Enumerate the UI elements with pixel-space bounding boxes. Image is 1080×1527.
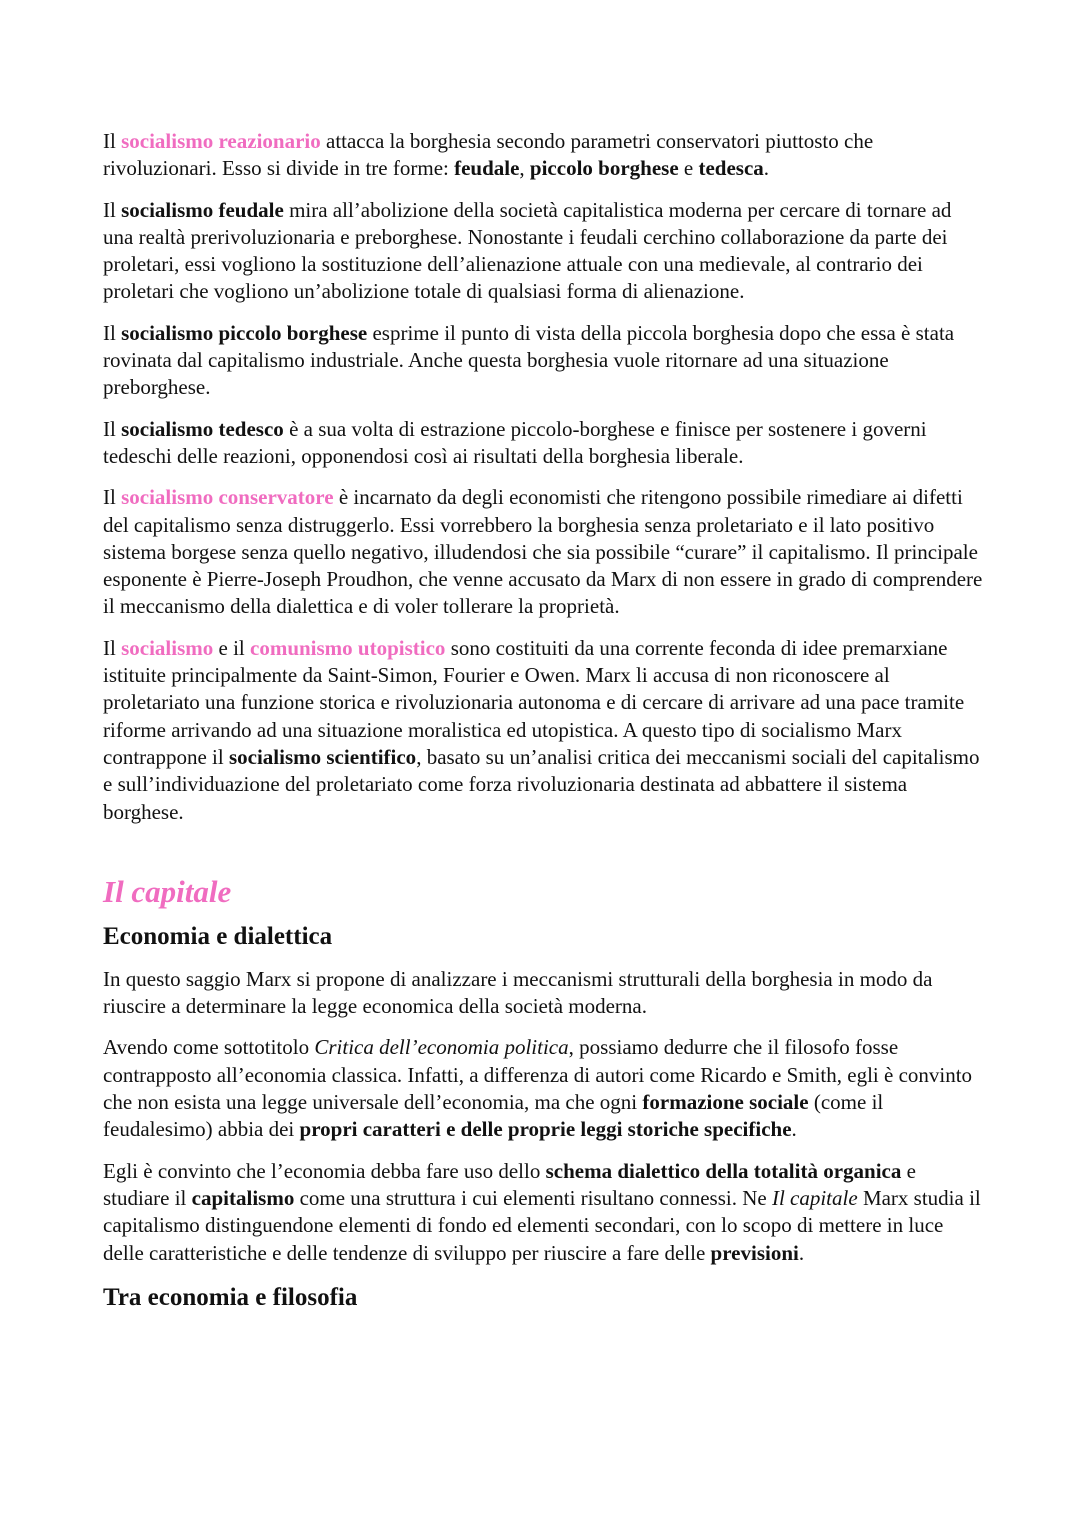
bold-term: tedesca xyxy=(698,156,764,181)
paragraph xyxy=(103,197,983,306)
highlighted-term: socialismo conservatore xyxy=(121,485,334,510)
bold-term: socialismo feudale xyxy=(121,197,284,222)
italic-title: Critica dell’economia politica xyxy=(314,1035,569,1060)
text-run: Egli è convinto che l’economia debba fare uso dello xyxy=(103,1158,546,1183)
bold-term: socialismo piccolo borghese xyxy=(121,320,368,345)
text-run: Marx studia il capitalismo distinguendone elementi di fondo ed elementi secondari, con lo scopo di mettere in luce delle caratteristiche e delle tendenze di sviluppo per riuscire a fare delle xyxy=(103,1185,981,1265)
text-run: Il xyxy=(103,416,122,441)
paragraph xyxy=(103,1034,983,1143)
chapter-title: Il capitale xyxy=(103,873,232,909)
italic-title: Il capitale xyxy=(771,1185,858,1210)
bold-term: socialismo tedesco xyxy=(121,416,284,441)
bold-term: schema dialettico della totalità organica xyxy=(545,1158,902,1183)
bold-term: capitalismo xyxy=(191,1185,295,1210)
text-run: Il xyxy=(103,197,122,222)
text-run: , xyxy=(519,156,530,181)
subsection-title: Tra economia e filosofia xyxy=(103,1283,358,1311)
paragraph xyxy=(103,484,983,620)
text-run: Avendo come sottotitolo xyxy=(103,1035,315,1060)
text-run: mira all’abolizione della società capitalistica moderna per cercare di tornare ad una realtà prerivoluzionaria e preborghese. Nonostante i feudali cerchino collaborazione da parte dei proletari, essi vogliono la sostituzione dell’alienazione attuale con una medievale, al contrario dei proletari che vogliono un’abolizione totale di qualsiasi forma di alienazione. xyxy=(103,197,952,304)
highlighted-term: socialismo reazionario xyxy=(121,129,321,153)
text-run: è incarnato da degli economisti che ritengono possibile rimediare ai difetti del capitalismo senza distruggerlo. Essi vorrebbero la borghesia senza proletariato e il lato positivo sistema borgese senza quello negativo, illudendosi che sia possibile “curare” il capitalismo. Il principale esponente è Pierre-Joseph Proudhon, che venne accusato da Marx di non essere in grado di comprendere il meccanismo della dialettica e di voler tollerare la proprietà. xyxy=(103,485,983,619)
text-run: . xyxy=(798,1240,805,1265)
paragraph xyxy=(103,635,983,826)
text-run: è a sua volta di estrazione piccolo-borghese e finisce per sostenere i governi tedeschi delle reazioni, opponendosi così ai risultati della borghesia liberale. xyxy=(103,416,927,468)
subsection-title: Economia e dialettica xyxy=(103,922,333,950)
bold-term: previsioni xyxy=(710,1240,799,1265)
text-run: e il xyxy=(213,635,250,660)
text-run: esprime il punto di vista della piccola borghesia dopo che essa è stata rovinata dal capitalismo industriale. Anche questa borghesia vuole ritornare ad una situazione preborghese. xyxy=(103,320,955,400)
text-run: sono costituiti da una corrente feconda di idee premarxiane istituite principalmente da Saint-Simon, Fourier e Owen. Marx li accusa di non riconoscere al proletariato una funzione storica e rivoluzionaria autonoma e di cercare di arrivare ad una pace tramite riforme arrivando ad una situazione moralistica ed utopistica. A questo tipo di socialismo Marx contrappone il xyxy=(103,635,965,769)
bold-term: socialismo scientifico xyxy=(228,744,417,769)
paragraph xyxy=(103,128,983,183)
bold-term: formazione sociale xyxy=(642,1090,809,1115)
highlighted-term: comunismo utopistico xyxy=(250,635,446,660)
text-run: e xyxy=(678,156,699,181)
paragraph xyxy=(103,320,983,402)
document-page xyxy=(103,128,983,1327)
text-run: attacca la borghesia secondo parametri conservatori piuttosto che rivoluzionari. Esso si divide in tre forme: xyxy=(103,129,874,181)
paragraph xyxy=(103,1158,983,1267)
text-run: , basato su un’analisi critica dei meccanismi sociali del capitalismo e sull’individuazione del proletariato come forza rivoluzionaria destinata ad abbattere il sistema borghese. xyxy=(103,744,980,824)
text-run: Il xyxy=(103,635,122,660)
bold-term: propri caratteri e delle proprie leggi storiche specifiche xyxy=(299,1117,792,1142)
paragraph xyxy=(103,416,983,471)
text-run: Il xyxy=(103,485,122,510)
text-run: come una struttura i cui elementi risultano connessi. Ne xyxy=(294,1185,772,1210)
text-run: . xyxy=(763,156,770,181)
section-ideologies xyxy=(103,128,983,826)
bold-term: piccolo borghese xyxy=(529,156,679,181)
text-run: Il xyxy=(103,129,122,153)
highlighted-term: socialismo xyxy=(121,635,214,660)
text-run: In questo saggio Marx si propone di analizzare i meccanismi strutturali della borghesia in modo da riuscire a determinare la legge economica della società moderna. xyxy=(103,966,933,1019)
section-economia-dialettica xyxy=(103,966,983,1267)
text-run: Il xyxy=(103,320,122,345)
text-run: (come il feudalesimo) abbia dei xyxy=(103,1090,884,1142)
text-run: e studiare il xyxy=(103,1158,916,1210)
paragraph xyxy=(103,966,983,1021)
text-run: . xyxy=(791,1117,797,1142)
bold-term: feudale xyxy=(454,156,520,181)
text-run: , possiamo dedurre che il filosofo fosse contrapposto all’economia classica. Infatti, a differenza di autori come Ricardo e Smith, egli è convinto che non esista una legge universale dell’economia, ma che ogni xyxy=(103,1035,973,1115)
